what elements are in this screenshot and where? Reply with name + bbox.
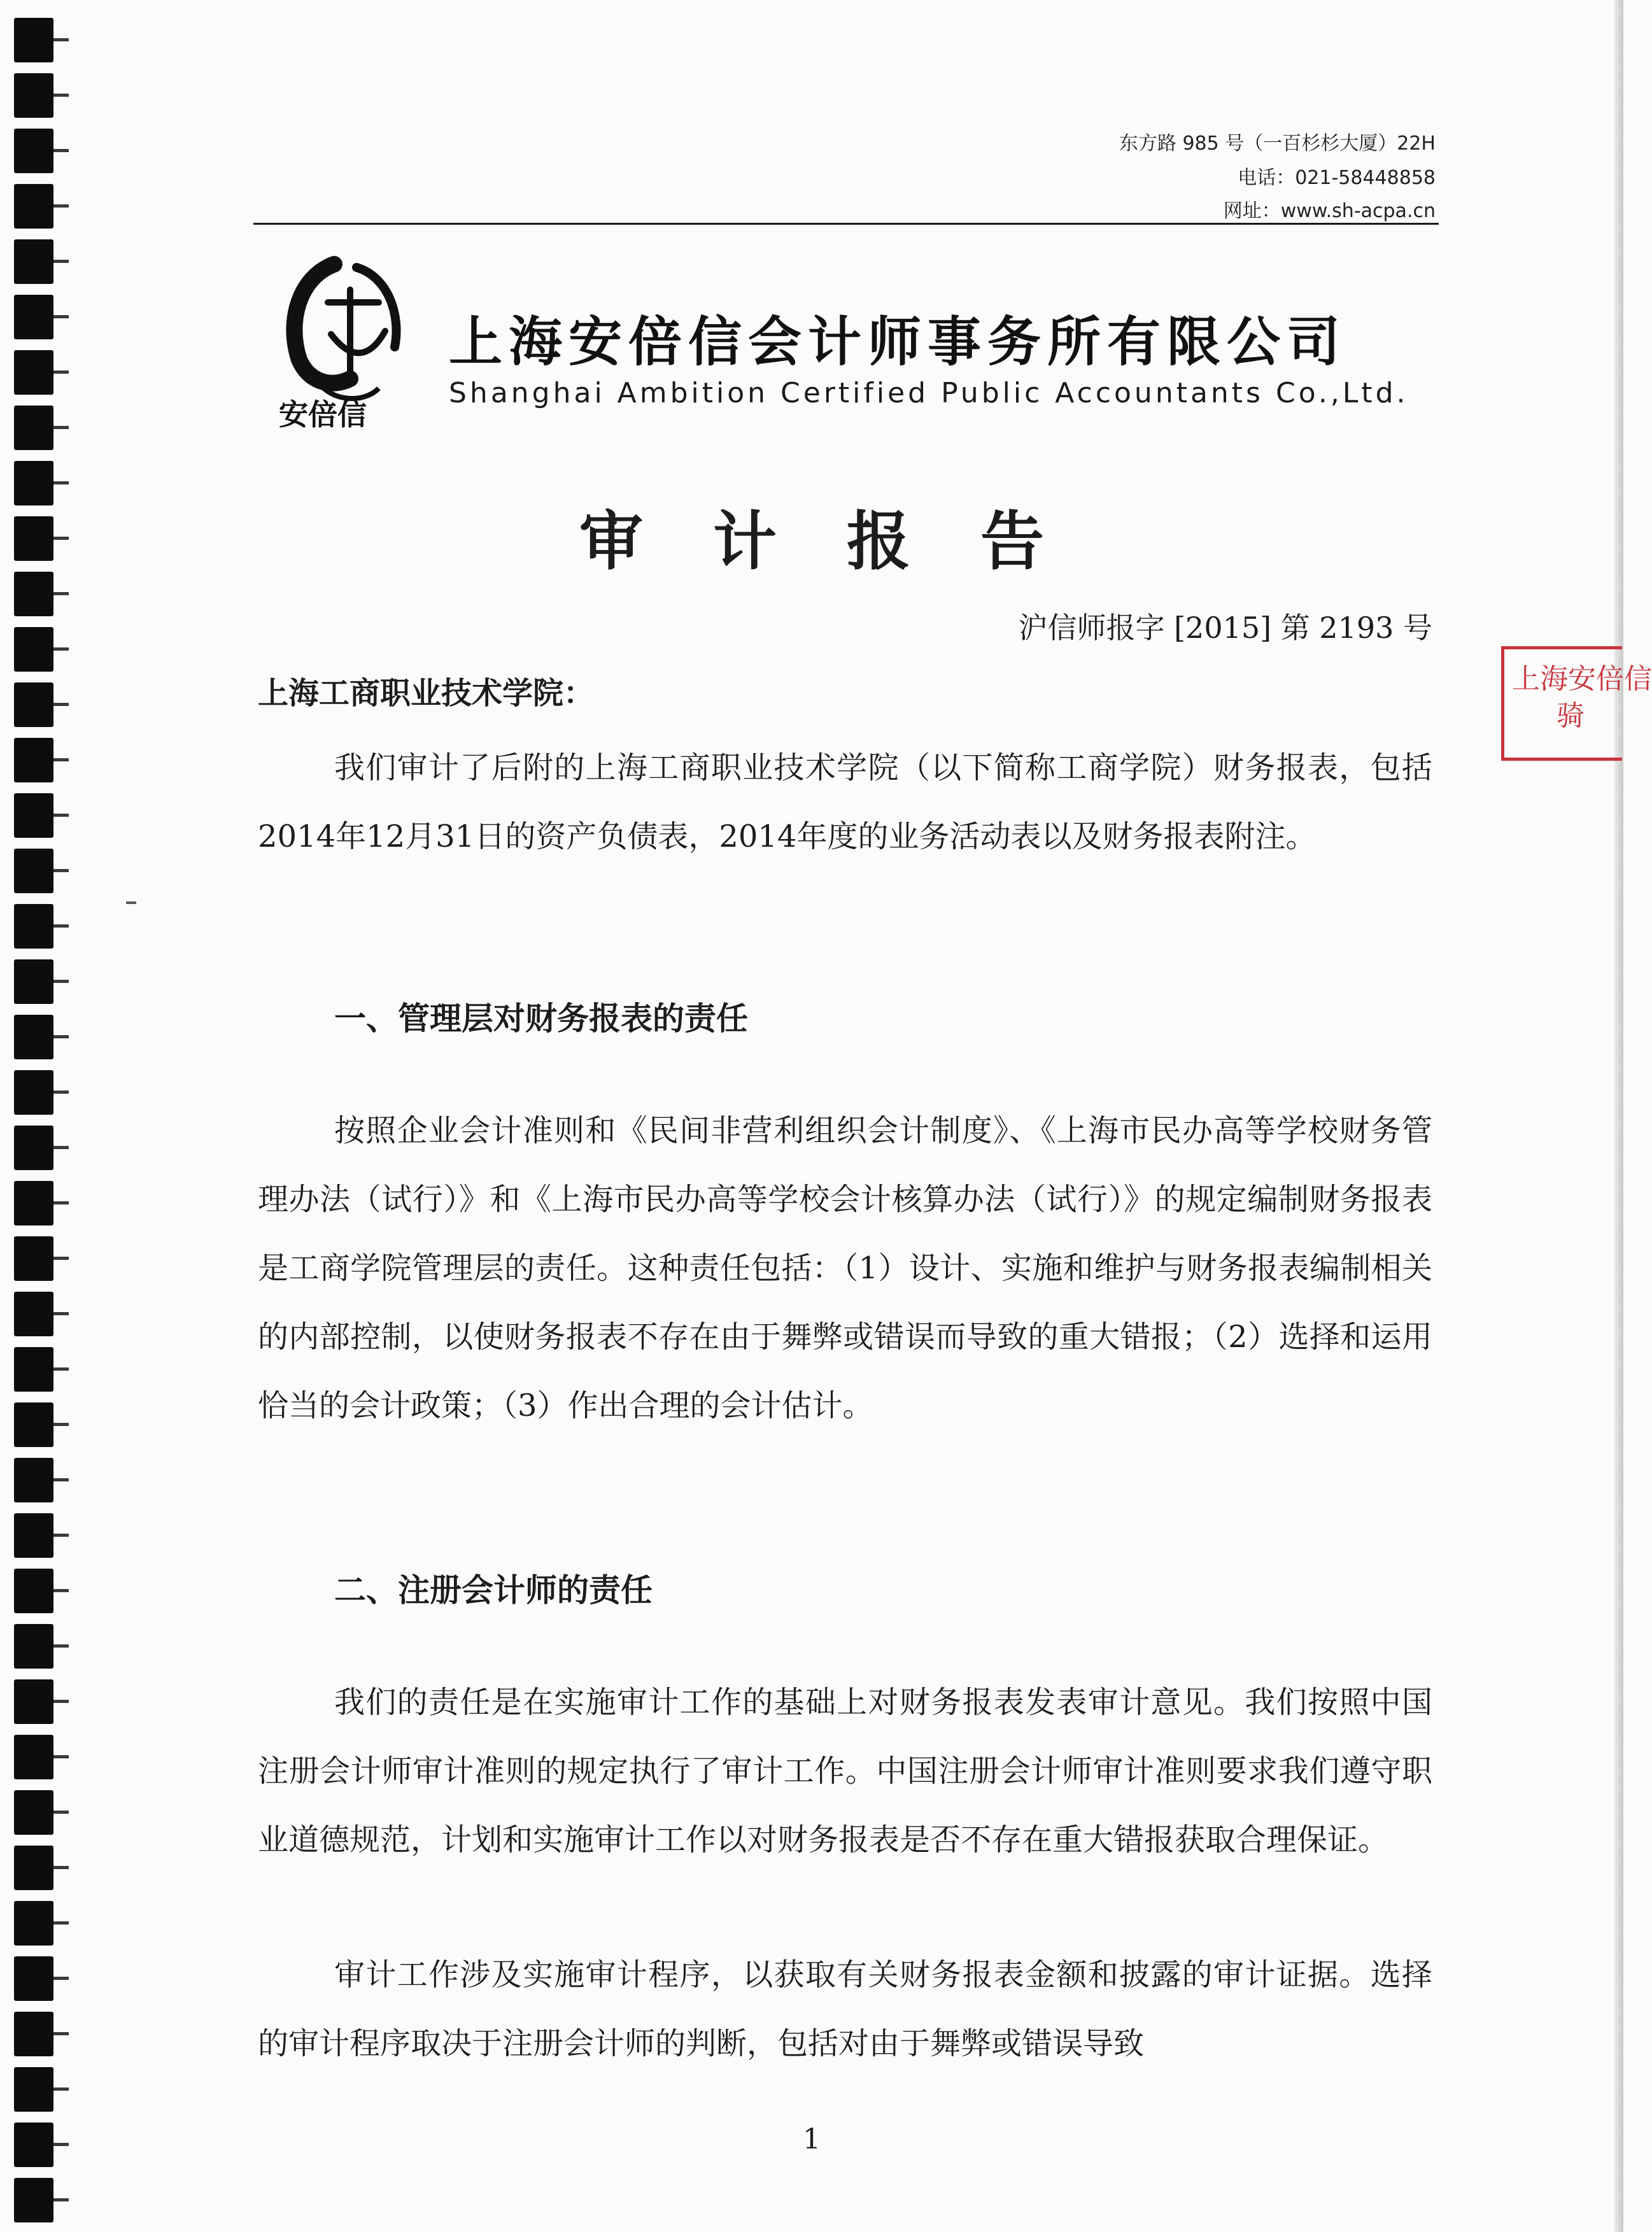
binding-ring (53, 869, 69, 872)
binding-ring (53, 1977, 69, 1980)
binding-ring (53, 758, 69, 761)
header-rule (253, 223, 1439, 225)
binding-hole (14, 295, 53, 339)
binding-ring (53, 1035, 69, 1038)
report-title: 审计报告 (579, 504, 1114, 579)
firm-name-en: Shanghai Ambition Certified Public Accountants Co.,Ltd. (449, 377, 1409, 409)
binding-hole (14, 73, 53, 118)
binding-hole (14, 1402, 53, 1447)
binding-hole (14, 184, 53, 229)
perforation-seal (1501, 646, 1652, 761)
firm-logo (274, 251, 420, 442)
binding-ring (53, 924, 69, 928)
binding-hole (14, 1015, 53, 1059)
binding-ring (53, 1921, 69, 1925)
binding-hole (14, 2178, 53, 2222)
binding-ring (53, 38, 69, 41)
binding-ring (53, 1589, 69, 1592)
binding-ring (53, 1644, 69, 1648)
binding-hole (14, 1790, 53, 1835)
header-website: 网址：www.sh-acpa.cn (1223, 200, 1436, 222)
binding-ring (53, 647, 69, 651)
binding-hole (14, 2067, 53, 2112)
binding-ring (53, 980, 69, 983)
section1-paragraph: 按照企业会计准则和《民间非营利组织会计制度》、《上海市民办高等学校财务管理办法（试行）》和《上海市民办高等学校会计核算办法（试行）》的规定编制财务报表是工商学院管理层的责任。这种责任包括：（1）设计、实施和维护与财务报表编制相关的内部控制，以使财务报表不存在由于舞弊或错误而导致的重大错报；（2）选择和运用恰当的会计政策；（3）作出合理的会计估计。 (258, 1113, 1432, 1423)
binding-hole (14, 849, 53, 893)
binding-hole (14, 1292, 53, 1336)
binding-hole (14, 1347, 53, 1392)
binding-ring (53, 1367, 69, 1371)
scan-mark (126, 901, 136, 904)
binding-ring (53, 1091, 69, 1094)
binding-hole (14, 1956, 53, 2001)
binding-ring (53, 1312, 69, 1315)
binding-hole (14, 239, 53, 284)
binding-hole (14, 406, 53, 450)
binding-hole (14, 350, 53, 395)
binding-hole (14, 627, 53, 672)
binding-ring (53, 371, 69, 374)
binding-ring (53, 1811, 69, 1814)
binding-hole (14, 904, 53, 949)
binding-hole (14, 1735, 53, 1779)
binding-ring (53, 2198, 69, 2201)
binding-hole (14, 959, 53, 1004)
binding-hole (14, 1679, 53, 1724)
binding-ring (53, 2032, 69, 2035)
binding-hole (14, 1624, 53, 1669)
binding-hole (14, 1569, 53, 1613)
binding-hole (14, 1070, 53, 1115)
binding-ring (53, 1423, 69, 1426)
binding-ring (53, 1201, 69, 1204)
binding-hole (14, 682, 53, 727)
binding-ring (53, 149, 69, 152)
binding-hole (14, 1458, 53, 1502)
report-reference-number: 沪信师报字 [2015] 第 2193 号 (1018, 611, 1432, 645)
binding-hole (14, 1513, 53, 1558)
binding-ring (53, 1146, 69, 1149)
section2-heading: 二、注册会计师的责任 (334, 1571, 653, 1609)
binding-ring (53, 592, 69, 595)
section2-paragraph-1: 我们的责任是在实施审计工作的基础上对财务报表发表审计意见。我们按照中国注册会计师审计准则的规定执行了审计工作。中国注册会计师审计准则要求我们遵守职业道德规范，计划和实施审计工作以对财务报表是否不存在重大错报获取合理保证。 (258, 1685, 1432, 1858)
binding-ring (53, 703, 69, 706)
binding-hole (14, 1181, 53, 1225)
section2-paragraph-2: 审计工作涉及实施审计程序，以获取有关财务报表金额和披露的审计证据。选择的审计程序取决于注册会计师的判断，包括对由于舞弊或错误导致 (258, 1957, 1432, 2061)
binding-hole (14, 1126, 53, 1170)
binding-hole (14, 738, 53, 782)
binding-ring (53, 1534, 69, 1537)
seal-line-2: 骑 (1557, 700, 1585, 732)
logo-text: 安倍信 (279, 397, 367, 432)
binding-hole (14, 1236, 53, 1281)
firm-name-cn: 上海安倍信会计师事务所有限公司 (449, 311, 1347, 373)
intro-paragraph: 我们审计了后附的上海工商职业技术学院（以下简称工商学院）财务报表，包括2014年12月31日的资产负债表，2014年度的业务活动表以及财务报表附注。 (258, 750, 1432, 854)
binding-ring (53, 1700, 69, 1703)
binding-ring (53, 315, 69, 318)
binding-ring (53, 260, 69, 263)
binding-ring (53, 94, 69, 97)
page-number: 1 (803, 2123, 821, 2156)
binding-ring (53, 1478, 69, 1481)
page-edge (1614, 0, 1623, 2232)
binding-hole (14, 2012, 53, 2056)
section1-heading: 一、管理层对财务报表的责任 (334, 999, 748, 1037)
binding-ring (53, 1866, 69, 1869)
header-address: 东方路 985 号（一百杉杉大厦）22H (1119, 132, 1436, 155)
binding-hole (14, 1846, 53, 1890)
binding-hole (14, 129, 53, 173)
addressee: 上海工商职业技术学院： (258, 675, 595, 711)
binding-ring (53, 814, 69, 817)
binding-hole (14, 18, 53, 62)
binding-ring (53, 426, 69, 429)
binding-ring (53, 1755, 69, 1758)
binding-hole (14, 1901, 53, 1946)
spiral-binding (0, 0, 76, 2232)
seal-line-1: 上海安倍信 (1512, 663, 1652, 695)
binding-ring (53, 481, 69, 484)
binding-ring (53, 204, 69, 208)
binding-ring (53, 2087, 69, 2091)
binding-ring (53, 1257, 69, 1260)
header-phone: 电话：021-58448858 (1238, 167, 1436, 189)
binding-hole (14, 793, 53, 838)
